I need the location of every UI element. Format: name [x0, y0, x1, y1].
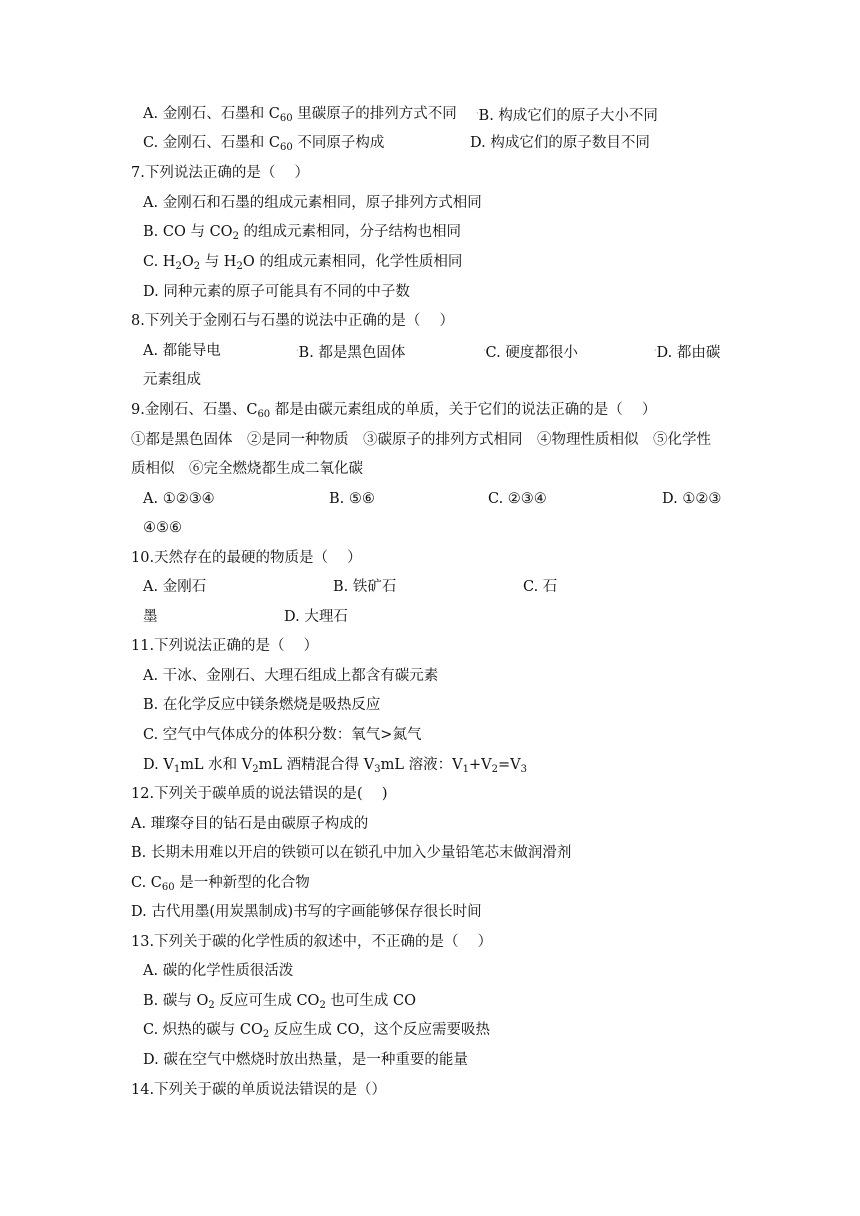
text-span: A. 金刚石、石墨和 C	[143, 106, 280, 122]
text-line	[476, 104, 658, 126]
text-line	[143, 341, 221, 361]
text-span: B. 铁矿石	[333, 579, 397, 595]
text-span: D. 同种元素的原子可能具有不同的中子数	[143, 284, 410, 300]
text-span: D. 构成它们的原子数目不同	[470, 135, 650, 151]
subscript: 2	[232, 231, 239, 242]
text-line	[143, 666, 438, 686]
text-span: 反应可生成 CO	[214, 993, 320, 1009]
text-line	[143, 252, 462, 272]
text-line	[143, 282, 410, 302]
subscript: 1	[462, 764, 469, 775]
text-line	[143, 607, 158, 627]
text-span: mL 水和 V	[180, 757, 253, 773]
text-line	[523, 577, 557, 597]
subscript: 2	[236, 261, 243, 272]
text-span: ①都是黑色固体 ②是同一种物质 ③碳原子的排列方式相同 ④物理性质相似 ⑤化学性	[131, 432, 711, 448]
text-line	[329, 489, 375, 509]
text-line	[131, 843, 571, 863]
text-line	[143, 1050, 468, 1070]
text-span: C. C	[131, 875, 162, 891]
text-span: A. 金刚石和石墨的组成元素相同，原子排列方式相同	[143, 195, 482, 211]
text-line	[143, 370, 201, 390]
text-line	[143, 133, 384, 153]
text-line	[131, 163, 309, 183]
subscript: 1	[173, 764, 181, 775]
text-line	[488, 489, 547, 509]
text-span: C. 硬度都很小	[485, 345, 578, 361]
text-line	[143, 725, 421, 745]
text-line	[131, 814, 368, 834]
text-line	[131, 873, 310, 893]
text-line	[143, 104, 457, 124]
text-span: 反应生成 CO，这个反应需要吸热	[269, 1022, 490, 1038]
text-line	[143, 489, 215, 509]
text-span: ④⑤⑥	[143, 520, 182, 536]
text-span: mL 溶液：V	[380, 757, 463, 773]
text-span: 都是由碳元素组成的单质，关于它们的说法正确的是（ ）	[270, 402, 657, 418]
text-line	[654, 341, 720, 363]
text-line	[131, 784, 387, 804]
text-span: =V	[497, 757, 521, 773]
text-span: +V	[468, 757, 492, 773]
text-span: 墨	[143, 609, 158, 625]
text-span: C. 空气中气体成分的体积分数：氧气>氮气	[143, 727, 422, 743]
text-line	[131, 1080, 386, 1100]
text-span: D. 古代用墨(用炭黑制成)书写的字画能够保存很长时间	[131, 904, 482, 920]
text-span: D. V	[143, 757, 174, 773]
subscript: 2	[491, 764, 498, 775]
subscript: 3	[374, 764, 381, 775]
text-line	[143, 518, 182, 538]
text-line	[143, 991, 416, 1011]
text-span: B. ⑤⑥	[329, 491, 375, 507]
text-span: B. 在化学反应中镁条燃烧是吸热反应	[143, 697, 381, 713]
text-line	[333, 577, 396, 597]
text-span: C. ②③④	[488, 491, 547, 507]
text-span: 9.金刚石、石墨、C	[131, 402, 258, 418]
text-span: O 的组成元素相同，化学性质相同	[242, 254, 463, 270]
text-span: C. H	[143, 254, 176, 270]
text-span: C. 炽热的碳与 CO	[143, 1022, 263, 1038]
subscript: 2	[319, 1000, 326, 1011]
subscript: 3	[520, 764, 527, 775]
text-line	[143, 695, 380, 715]
text-line	[284, 607, 348, 627]
text-line	[131, 430, 711, 450]
subscript: 60	[279, 113, 293, 124]
text-line	[143, 193, 482, 213]
text-span: A. 干冰、金刚石、大理石组成上都含有碳元素	[143, 668, 439, 684]
text-span: 14.下列关于碳的单质说法错误的是（）	[131, 1082, 387, 1098]
text-span: B. 都是黑色固体	[298, 345, 406, 361]
text-line	[483, 341, 578, 363]
subscript: 60	[161, 882, 175, 893]
text-span: 11.下列说法正确的是（ ）	[131, 638, 319, 654]
text-span: A. 碳的化学性质很活泼	[143, 963, 294, 979]
text-span: D. 碳在空气中燃烧时放出热量，是一种重要的能量	[143, 1052, 468, 1068]
text-line	[143, 961, 293, 981]
subscript: 2	[193, 261, 201, 272]
tab-mark: ·	[296, 346, 299, 355]
text-span: O	[181, 254, 194, 270]
text-span: C. 石	[523, 579, 558, 595]
text-line	[143, 1020, 490, 1040]
subscript: 2	[175, 261, 182, 272]
text-span: 也可生成 CO	[325, 993, 417, 1009]
text-span: B. 碳与 O	[143, 993, 209, 1009]
subscript: 60	[280, 142, 293, 153]
text-line	[131, 932, 492, 952]
text-span: 元素组成	[143, 372, 201, 388]
text-line	[143, 577, 206, 597]
text-span: 里碳原子的排列方式不同	[292, 106, 457, 122]
text-span: C. 金刚石、石墨和 C	[143, 135, 280, 151]
text-span: B. CO 与 CO	[143, 224, 233, 240]
subscript: 60	[257, 409, 271, 420]
text-span: D. 都由碳	[656, 345, 721, 361]
text-line	[131, 400, 656, 420]
text-span: 8.下列关于金刚石与石墨的说法中正确的是（ ）	[131, 313, 454, 329]
text-span: A. 璀璨夺目的钻石是由碳原子构成的	[131, 816, 369, 832]
text-span: 与 H	[200, 254, 237, 270]
text-span: 的组成元素相同，分子结构也相同	[238, 224, 462, 240]
text-line	[662, 489, 721, 509]
text-span: 13.下列关于碳的化学性质的叙述中，不正确的是（ ）	[131, 934, 493, 950]
text-line	[131, 636, 318, 656]
text-line	[131, 459, 363, 479]
text-line	[131, 548, 362, 568]
text-line	[143, 755, 527, 775]
text-span: A. ①②③④	[143, 491, 215, 507]
tab-mark: ·	[476, 109, 479, 118]
text-line	[143, 222, 461, 242]
tab-mark: ·	[483, 346, 486, 355]
text-span: A. 金刚石	[143, 579, 207, 595]
text-span: mL 酒精混合得 V	[258, 757, 375, 773]
text-span: 质相似 ⑥完全燃烧都生成二氧化碳	[131, 461, 363, 477]
text-line	[131, 902, 482, 922]
subscript: 2	[262, 1029, 270, 1040]
text-span: B. 长期未用难以开启的铁锁可以在锁孔中加入少量铅笔芯末做润滑剂	[131, 845, 572, 861]
text-span: 不同原子构成	[292, 135, 385, 151]
text-span: 7.下列说法正确的是（ ）	[131, 165, 309, 181]
text-span: A. 都能导电	[143, 343, 221, 359]
text-line	[296, 341, 405, 363]
text-span: B. 构成它们的原子大小不同	[478, 108, 658, 124]
tab-mark: ·	[654, 346, 657, 355]
subscript: 2	[208, 1000, 215, 1011]
text-span: 12.下列关于碳单质的说法错误的是( )	[131, 786, 388, 802]
text-span: 是一种新型的化合物	[174, 875, 310, 891]
text-span: D. ①②③	[662, 491, 722, 507]
text-line	[470, 133, 650, 153]
text-line	[131, 311, 454, 331]
text-span: 10.天然存在的最硬的物质是（ ）	[131, 550, 362, 566]
text-span: D. 大理石	[284, 609, 348, 625]
subscript: 2	[252, 764, 259, 775]
